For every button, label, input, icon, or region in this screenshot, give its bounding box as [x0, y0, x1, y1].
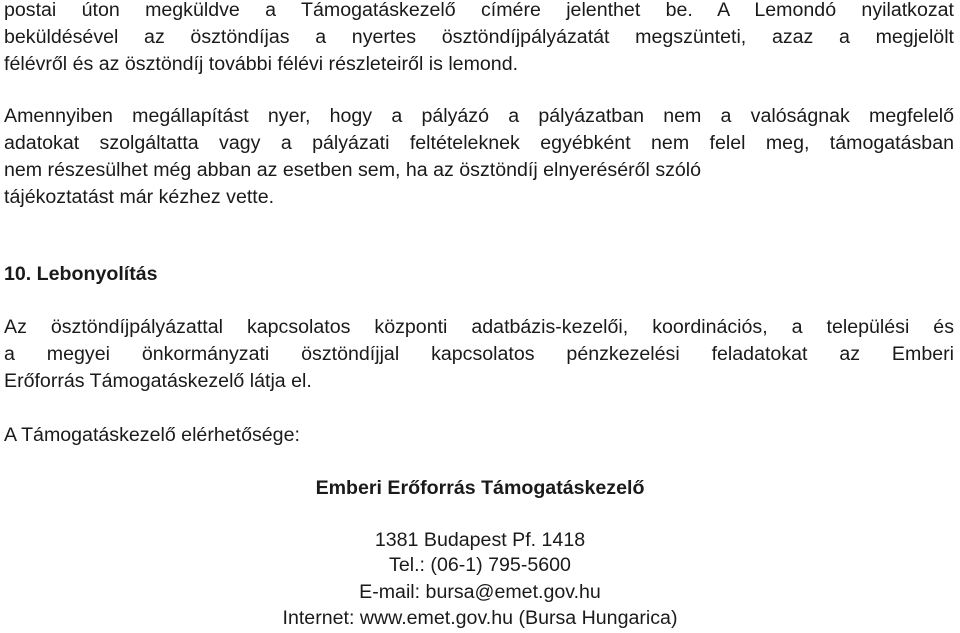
- paragraph-3-line-3: Erőforrás Támogatáskezelő látja el.: [4, 370, 312, 392]
- contact-address: 1381 Budapest Pf. 1418: [374, 529, 586, 551]
- contact-email: E-mail: bursa@emet.gov.hu: [359, 581, 601, 603]
- contact-internet: Internet: www.emet.gov.hu (Bursa Hungarica): [282, 607, 678, 629]
- paragraph-1-line-1: postai úton megküldve a Támogatáskezelő címére jelenthet be. A Lemondó nyilatkozat: [4, 0, 954, 21]
- paragraph-3-line-1: Az ösztöndíjpályázattal kapcsolatos központi adatbázis-kezelői, koordinációs, a települési és: [4, 316, 954, 338]
- paragraph-2-line-1: Amennyiben megállapítást nyer, hogy a pályázó a pályázatban nem a valóságnak megfelelő: [4, 105, 954, 127]
- paragraph-3-line-2: a megyei önkormányzati ösztöndíjjal kapcsolatos pénzkezelési feladatokat az Emberi: [4, 343, 954, 365]
- paragraph-2-line-4: tájékoztatást már kézhez vette.: [4, 186, 275, 208]
- paragraph-1-line-2: beküldésével az ösztöndíjas a nyertes ösztöndíjpályázatát megszünteti, azaz a megjelölt: [4, 26, 954, 48]
- paragraph-2-line-3: nem részesülhet még abban az esetben sem, ha az ösztöndíj elnyeréséről szóló: [4, 159, 702, 181]
- section-heading: 10. Lebonyolítás: [4, 263, 158, 285]
- paragraph-2-line-2: adatokat szolgáltatta vagy a pályázati feltételeknek egyébként nem felel meg, támogatásban: [4, 132, 954, 154]
- contact-phone: Tel.: (06-1) 795-5600: [389, 554, 571, 576]
- paragraph-1-line-3: félévről és az ösztöndíj további félévi részleteiről is lemond.: [4, 53, 519, 75]
- contact-intro: A Támogatáskezelő elérhetősége:: [4, 424, 300, 446]
- contact-org-name: Emberi Erőforrás Támogatáskezelő: [315, 477, 645, 499]
